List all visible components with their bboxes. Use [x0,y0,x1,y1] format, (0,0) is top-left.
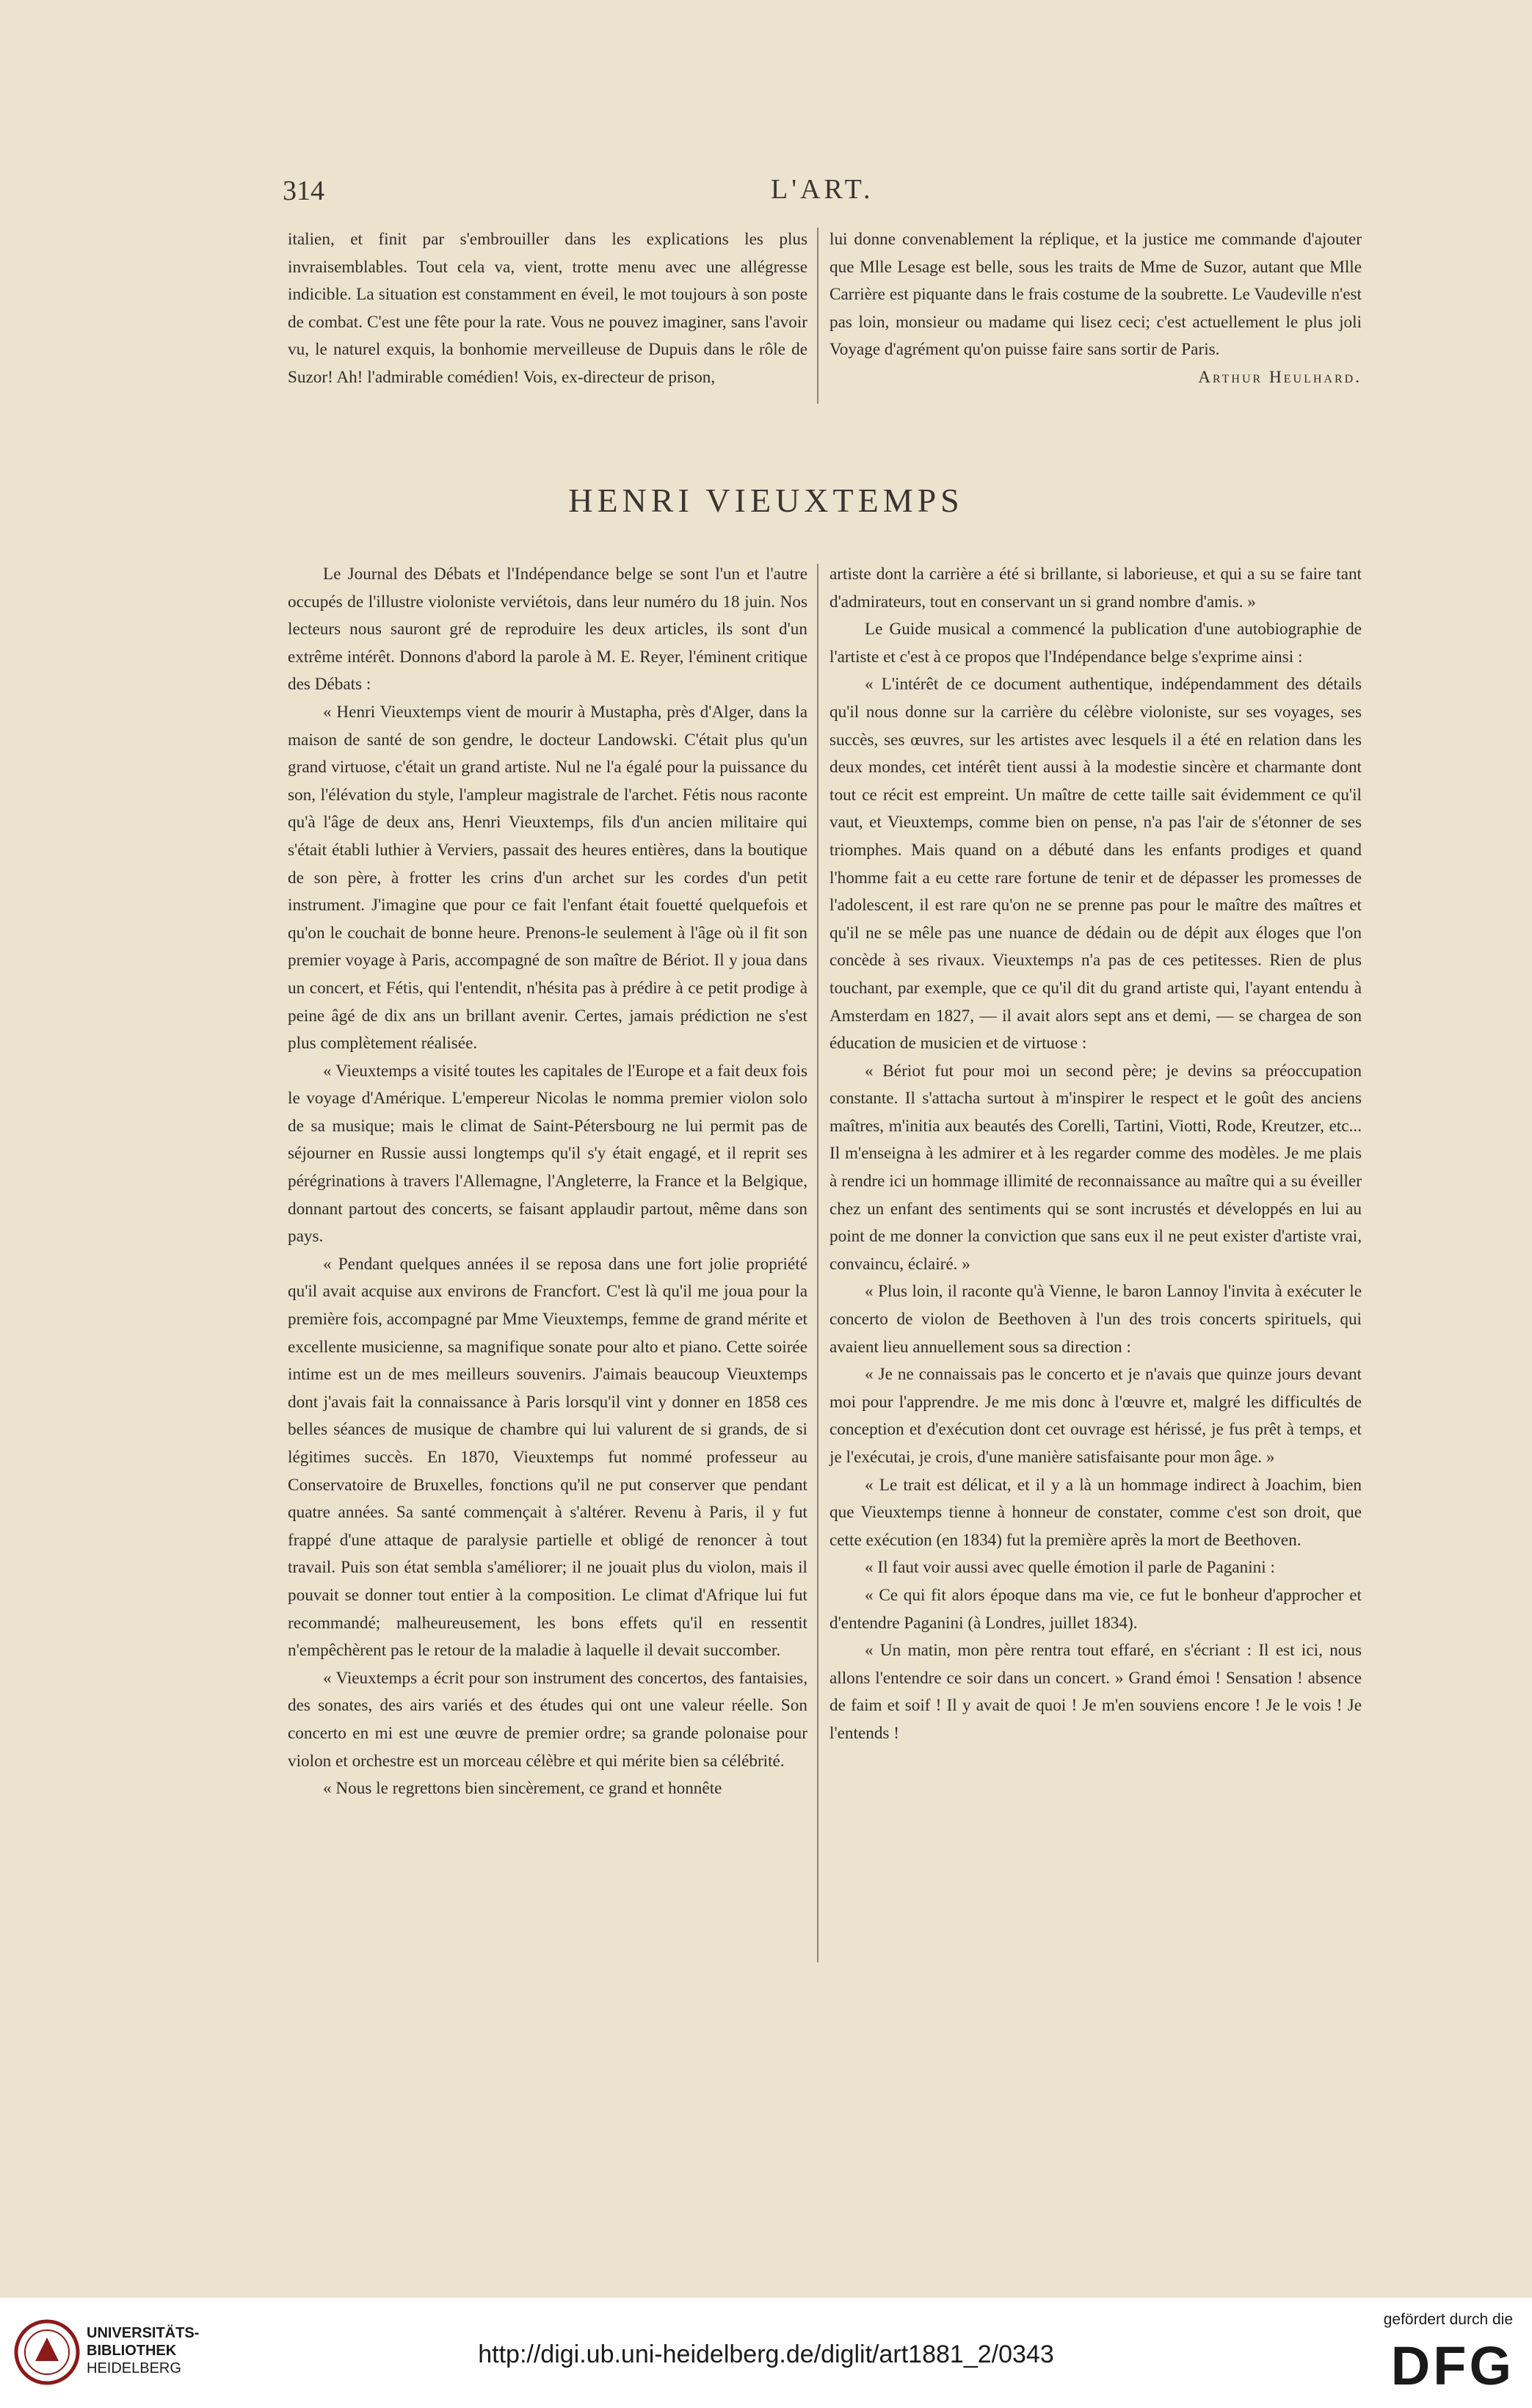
permalink-url[interactable]: http://digi.ub.uni-heidelberg.de/diglit/art1881_2/0343 [478,2340,1054,2368]
column-rule-top [817,228,818,404]
library-name-line: UNIVERSITÄTS- [87,2325,200,2341]
paragraph: « Plus loin, il raconte qu'à Vienne, le baron Lannoy l'invita à exécuter le concerto de violon de Beethoven à l'un des trois concerts spirituels, qui avaient lieu annuellement sous sa direction : [829,1282,1362,1357]
paragraph: « Ce qui fit alors époque dans ma vie, ce fut le bonheur d'approcher et d'entendre Paganini (à Londres, juillet 1834). [829,1585,1362,1633]
dfg-logo: DFG [1390,2335,1514,2396]
paragraph: « Nous le regrettons bien sincèrement, ce grand et honnête [323,1779,722,1799]
top-right-column [829,226,1362,392]
running-head: L'ART. [771,174,874,205]
paragraph: « Il faut voir aussi avec quelle émotion il parle de Paganini : [865,1558,1275,1578]
paragraph: « Bériot fut pour moi un second père; je devins sa préoccupation constante. Il s'attacha surtout à m'inspirer le respect et le goût des anciens maîtres, m'initia aux beautés des Corelli, Tartini, Viotti, Rode, Kreutzer, etc... Il m'enseigna à les admirer et à les regarder comme des modèles. Je me plais à rendre ici un hommage illimité de reconnaissance au maître qui a su éveiller chez un enfant des sentiments qui se sont incrustés et développés en lui au point de me donner la conviction que sans eux il ne peut exister d'artiste vrai, convaincu, éclairé. » [829,1061,1362,1274]
author-signature: Arthur Heulhard. [1198,367,1362,387]
paragraph: « Vieuxtemps a visité toutes les capitales de l'Europe et a fait deux fois le voyage d'Amérique. L'empereur Nicolas le nomma premier violon solo de sa musique; mais le climat de Saint-Pétersbourg ne lui permit pas de séjourner en Russie aussi longtemps qu'il s'y était engagé, et il reprit ses pérégrinations à travers l'Allemagne, l'Angleterre, la France et la Belgique, donnant partout des concerts, se faisant applaudir partout, même dans son pays. [288,1061,807,1247]
digitization-footer [0,2298,1532,2408]
paragraph: artiste dont la carrière a été si brillante, si laborieuse, et qui a su se faire tant d'admirateurs, tout en conservant un si grand nombre d'amis. » [829,565,1362,612]
right-column [829,561,1362,1748]
paragraph: Le Guide musical a commencé la publication d'une autobiographie de l'artiste et c'est à ce propos que l'Indépendance belge s'exprime ainsi : [829,620,1362,667]
paragraph: « Vieuxtemps a écrit pour son instrument des concertos, des fantaisies, des sonates, des airs variés et des études qui ont une valeur réelle. Son concerto en mi est une œuvre de premier ordre; sa grande polonaise pour violon et orchestre est un morceau célèbre et qui mérite bien sa célébrité. [288,1668,807,1771]
paragraph: Le Journal des Débats et l'Indépendance belge se sont l'un et l'autre occupés de l'illustre violoniste verviétois, dans leur numéro du 18 juin. Nos lecteurs nous sauront gré de reproduire les deux articles, ils sont d'un extrême intérêt. Donnons d'abord la parole à M. E. Reyer, l'éminent critique des Débats : [288,565,807,695]
paragraph: « Je ne connaissais pas le concerto et je n'avais que quinze jours devant moi pour l'apprendre. Je me mis donc à l'œuvre et, malgré les difficultés de conception et d'exécution dont cet ouvrage est hérissé, je fus prêt à temps, et je l'exécutai, je crois, d'une manière satisfaisante pour mon âge. » [829,1365,1362,1467]
funded-by-label: gefördert durch die [1383,2311,1513,2328]
library-name-line: BIBLIOTHEK [87,2343,177,2359]
left-column [288,561,807,1803]
paragraph: « Henri Vieuxtemps vient de mourir à Mustapha, près d'Alger, dans la maison de santé de son gendre, le docteur Landowski. C'était plus qu'un grand virtuose, c'était un grand artiste. Nul ne l'a égalé pour la puissance du son, l'élévation du style, l'ampleur magistrale de l'archet. Fétis nous raconte qu'à l'âge de deux ans, Henri Vieuxtemps, fils d'un ancien militaire qui s'était établi luthier à Verviers, passait des heures entières, dans la boutique de son père, à frotter les crins d'un archet sur les cordes d'un petit instrument. J'imagine que pour ce fait l'enfant était fouetté quelquefois et qu'on le couchait de bonne heure. Prenons-le seulement à l'âge où il fit son premier voyage à Paris, accompagné de son maître de Bériot. Il y joua dans un concert, et Fétis, qui l'entendit, n'hésita pas à prédire à ce petit prodige à peine âgé de dix ans un brillant avenir. Certes, jamais prédiction ne s'est plus complètement réalisée. [288,702,807,1054]
library-name-line: HEIDELBERG [87,2360,181,2376]
paragraph: « Un matin, mon père rentra tout effaré, en s'écriant : Il est ici, nous allons l'entendre ce soir dans un concert. » Grand émoi ! Sensation ! absence de faim et soif ! Il y avait de quoi ! Je m'en souviens encore ! Je le vois ! Je l'entends ! [829,1641,1362,1743]
top-left-column [288,226,807,392]
article-title: HENRI VIEUXTEMPS [568,482,964,519]
paragraph: « L'intérêt de ce document authentique, indépendamment des détails qu'il nous donne sur la carrière du célèbre violoniste, sur ses voyages, ses succès, ses œuvres, sur les artistes avec lesquels il a été en relation dans les deux mondes, cet intérêt tient aussi à la modestie sincère et charmante dont tout ce récit est empreint. Un maître de cette taille sait évidemment ce qu'il vaut, et Vieuxtemps, comme bien on pense, n'a pas l'air de s'étonner de ses triomphes. Mais quand on a débuté dans les enfants prodiges et quand l'homme fait a eu cette rare fortune de tenir et de dépasser les promesses de l'adolescent, il est rare qu'on ne se prenne pas pour le maître des maîtres et qu'il ne se mêle pas une nuance de dédain ou de dépit aux éloges que l'on concède à ses rivaux. Vieuxtemps n'a pas de ces petitesses. Rien de plus touchant, par exemple, que ce qu'il dit du grand artiste qui, l'ayant entendu à Amsterdam en 1827, — il avait alors sept ans et demi, — se chargea de son éducation de musicien et de virtuose : [829,675,1362,1054]
paragraph: italien, et finit par s'embrouiller dans les explications les plus invraisemblables. Tout cela va, vient, trotte menu avec une allégresse indicible. La situation est constamment en éveil, le mot toujours à son poste de combat. C'est une fête pour la rate. Vous ne pouvez imaginer, sans l'avoir vu, le naturel exquis, la bonhomie merveilleuse de Dupuis dans le rôle de Suzor! Ah! l'admirable comédien! Vois, ex-directeur de prison, [288,230,807,387]
page-number: 314 [283,175,324,206]
paragraph: lui donne convenablement la réplique, et la justice me commande d'ajouter que Mlle Lesage est belle, sous les traits de Mme de Suzor, autant que Mlle Carrière est piquante dans le frais costume de la soubrette. Le Vaudeville n'est pas loin, monsieur ou madame qui lisez ceci; c'est actuellement le plus joli Voyage d'agrément qu'on puisse faire sans sortir de Paris. [829,230,1362,360]
column-rule-main [817,564,818,1962]
paragraph: « Pendant quelques années il se reposa dans une fort jolie propriété qu'il avait acquise aux environs de Francfort. C'est là qu'il me joua pour la première fois, accompagné par Mme Vieuxtemps, femme de grand mérite et excellente musicienne, sa magnifique sonate pour alto et piano. Cette soirée intime est un de mes meilleurs souvenirs. J'aimais beaucoup Vieuxtemps dont j'avais fait la connaissance à Paris lorsqu'il vint y donner en 1858 ces belles séances de musique de chambre qui lui valurent de si grands, de si légitimes succès. En 1870, Vieuxtemps fut nommé professeur au Conservatoire de Bruxelles, fonctions qu'il ne put conserver que pendant quatre années. Sa santé commençait à s'altérer. Revenu à Paris, il y fut frappé d'une attaque de paralysie partielle et obligé de renoncer à tout travail. Puis son état sembla s'améliorer; il ne jouait plus du violon, mais il pouvait se donner tout entier à la composition. Le climat d'Afrique lui fut recommandé; malheureusement, les bons effets qu'il en ressentit n'empêchèrent pas le retour de la maladie à laquelle il devait succomber. [288,1254,807,1661]
paragraph: « Le trait est délicat, et il y a là un hommage indirect à Joachim, bien que Vieuxtemps tienne à honneur de constater, comme c'est son droit, que cette exécution (en 1834) fut la première après la mort de Beethoven. [829,1475,1362,1550]
